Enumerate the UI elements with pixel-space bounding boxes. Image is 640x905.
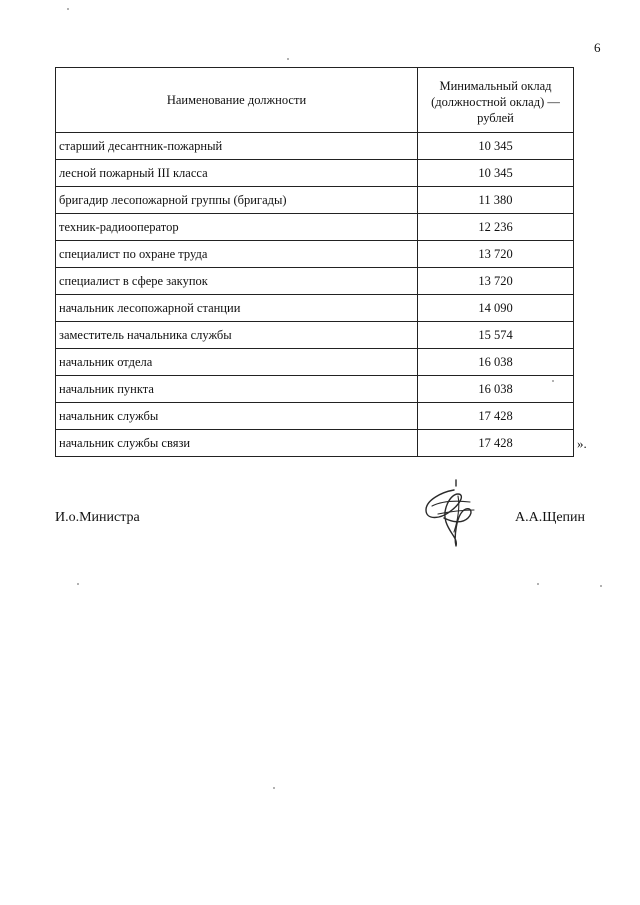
table-row (56, 133, 574, 160)
salary-cell: 16 038 (418, 376, 574, 403)
salary-cell: 17 428 (418, 403, 574, 430)
position-column-header: Наименование должности (56, 68, 418, 133)
salary-header-line: Минимальный оклад (439, 79, 552, 93)
signatory-name: А.А.Щепин (515, 510, 586, 525)
position-cell: специалист в сфере закупок (56, 268, 418, 295)
salary-cell: 10 345 (418, 133, 574, 160)
salary-table (55, 67, 574, 457)
salary-cell: 12 236 (418, 214, 574, 241)
salary-header-line: рублей (477, 111, 514, 125)
signatory-title: И.о.Министра (55, 510, 140, 525)
salary-cell: 14 090 (418, 295, 574, 322)
salary-cell: 11 380 (418, 187, 574, 214)
salary-header-line: (должностной оклад) — (431, 95, 560, 109)
scan-speck (552, 380, 554, 382)
scan-speck (537, 583, 539, 585)
position-cell: бригадир лесопожарной группы (бригады) (56, 187, 418, 214)
table-row (56, 430, 574, 457)
table-row (56, 322, 574, 349)
table-row (56, 187, 574, 214)
position-cell: техник-радиооператор (56, 214, 418, 241)
scan-speck (273, 787, 275, 789)
position-cell: начальник лесопожарной станции (56, 295, 418, 322)
salary-cell: 15 574 (418, 322, 574, 349)
scan-speck (77, 583, 79, 585)
closing-quote-mark: ». (577, 436, 587, 451)
position-cell: специалист по охране труда (56, 241, 418, 268)
salary-cell: 16 038 (418, 349, 574, 376)
scan-speck (287, 58, 289, 60)
table-row (56, 241, 574, 268)
position-cell: заместитель начальника службы (56, 322, 418, 349)
table-row (56, 403, 574, 430)
salary-cell: 13 720 (418, 268, 574, 295)
position-cell: начальник пункта (56, 376, 418, 403)
salary-cell: 13 720 (418, 241, 574, 268)
position-cell: начальник службы связи (56, 430, 418, 457)
table-row (56, 268, 574, 295)
page-number: 6 (594, 40, 601, 55)
scan-speck (600, 585, 602, 587)
position-cell: старший десантник-пожарный (56, 133, 418, 160)
handwritten-signature (412, 476, 492, 548)
table-row (56, 214, 574, 241)
table-row (56, 349, 574, 376)
position-cell: лесной пожарный III класса (56, 160, 418, 187)
table-row (56, 376, 574, 403)
scan-speck (67, 8, 69, 10)
salary-cell: 17 428 (418, 430, 574, 457)
salary-cell: 10 345 (418, 160, 574, 187)
salary-column-header (418, 68, 574, 133)
table-row (56, 160, 574, 187)
table-header-row (56, 68, 574, 133)
position-cell: начальник отдела (56, 349, 418, 376)
position-cell: начальник службы (56, 403, 418, 430)
table-row (56, 295, 574, 322)
